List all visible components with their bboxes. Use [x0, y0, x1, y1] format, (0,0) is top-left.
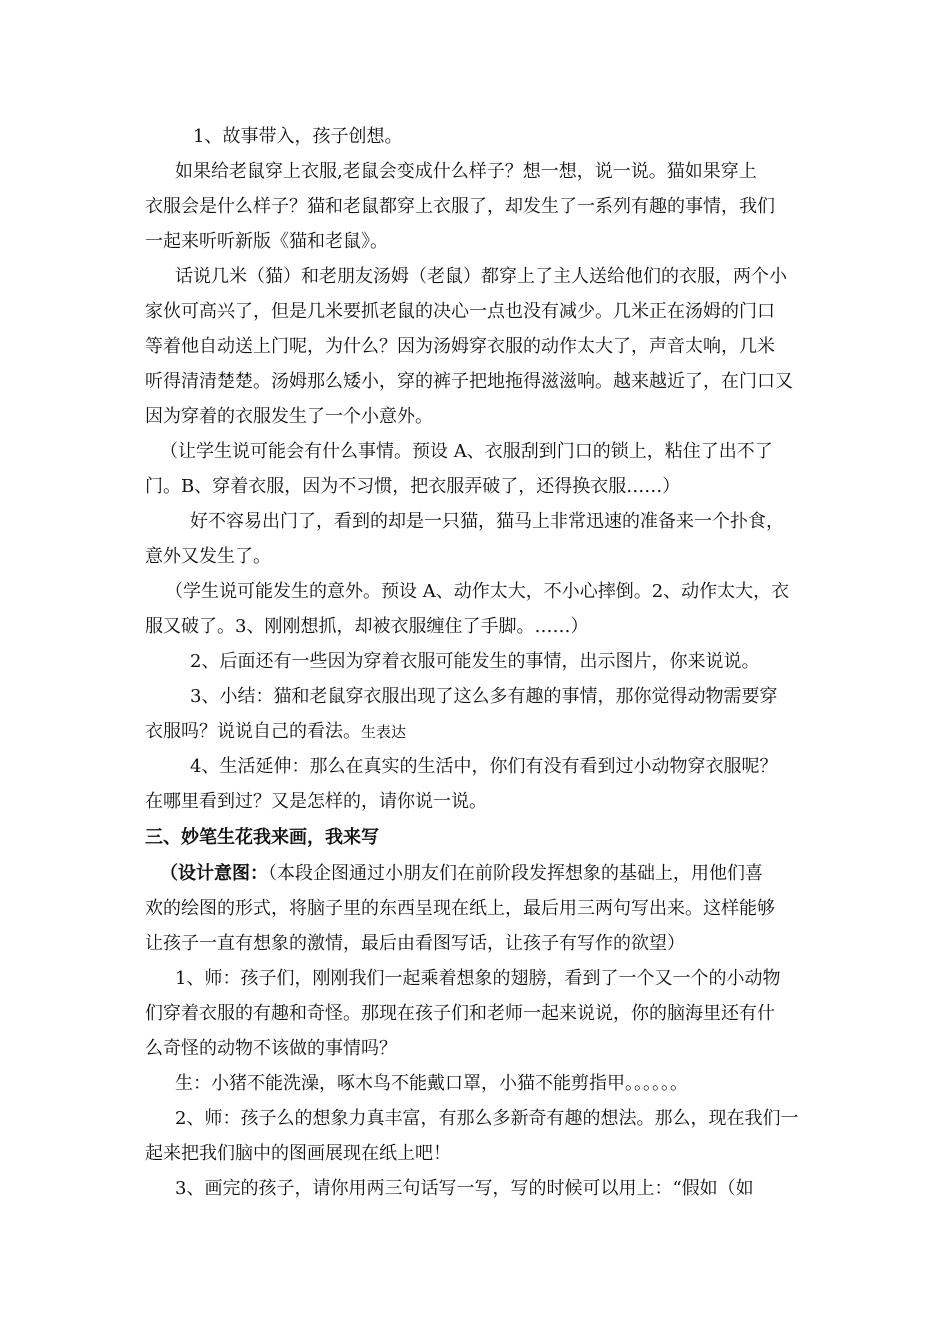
paragraph-line: 等着他自动送上门呢，为什么？因为汤姆穿衣服的动作太大了，声音太响，几米 [145, 336, 775, 357]
paragraph-line: 服又破了。3、刚刚想抓，却被衣服缠住了手脚。……） [145, 616, 589, 637]
section-item-3: 3、小结：猫和老鼠穿衣服出现了这么多有趣的事情，那你觉得动物需要穿 [190, 686, 778, 707]
paragraph-line: 让孩子一直有想象的激情，最后由看图写话，让孩子有写作的欲望） [145, 933, 685, 954]
paragraph-line: 在哪里看到过？又是怎样的，请你说一说。 [145, 791, 487, 812]
paragraph-line: 衣服会是什么样子？猫和老鼠都穿上衣服了，却发生了一系列有趣的事情，我们 [145, 196, 775, 217]
paragraph-line: 欢的绘图的形式，将脑子里的东西呈现在纸上，最后用三两句写出来。这样能够 [145, 898, 775, 919]
paragraph-line: 么奇怪的动物不该做的事情吗？ [145, 1038, 397, 1059]
paragraph-line [145, 721, 950, 743]
design-intent-label: （设计意图： [160, 863, 268, 884]
paragraph-line: 因为穿着的衣服发生了一个小意外。 [145, 406, 433, 427]
paragraph-line: （让学生说可能会有什么事情。预设 A、衣服刮到门口的锁上，粘住了出不了 [160, 441, 773, 462]
paragraph-line: 起来把我们脑中的图画展现在纸上吧！ [145, 1143, 451, 1164]
paragraph-text: 衣服吗？说说自己的看法。 [145, 721, 361, 742]
paragraph-line: 门。B、穿着衣服，因为不习惯，把衣服弄破了，还得换衣服……） [145, 476, 681, 497]
paragraph-line: 一起来听听新版《猫和老鼠》。 [145, 231, 388, 252]
paragraph-line: 如果给老鼠穿上衣服,老鼠会变成什么样子？想一想，说一说。猫如果穿上 [175, 161, 757, 182]
paragraph-line: 们穿着衣服的有趣和奇怪。那现在孩子们和老师一起来说说，你的脑海里还有什 [145, 1003, 775, 1024]
section-item-1: 1、故事带入，孩子创想。 [193, 126, 403, 147]
paragraph-line: 1、师：孩子们，刚刚我们一起乘着想象的翅膀，看到了一个又一个的小动物 [175, 968, 781, 989]
note-text: 生表达 [361, 723, 407, 741]
paragraph-line: 生：小猪不能洗澡，啄木鸟不能戴口罩，小猫不能剪指甲。。。。。。 [175, 1073, 688, 1094]
section-item-4: 4、生活延伸：那么在真实的生活中，你们有没有看到过小动物穿衣服呢？ [190, 756, 778, 777]
paragraph-line: （学生说可能发生的意外。预设 A、动作太大，不小心摔倒。2、动作太大，衣 [165, 581, 790, 602]
paragraph-line: 听得清清楚楚。汤姆那么矮小，穿的裤子把地拖得滋滋响。越来越近了，在门口又 [145, 371, 793, 392]
paragraph-line: 意外又发生了。 [145, 546, 271, 567]
paragraph-text: （本段企图通过小朋友们在前阶段发挥想象的基础上，用他们喜 [268, 863, 763, 884]
paragraph-line: 2、师：孩子么的想象力真丰富，有那么多新奇有趣的想法。那么，现在我们一 [175, 1108, 799, 1129]
paragraph-line: 3、画完的孩子，请你用两三句话写一写，写的时候可以用上：“假如（如 [175, 1178, 754, 1199]
paragraph-line: 好不容易出门了，看到的却是一只猫，猫马上非常迅速的准备来一个扑食， [190, 511, 784, 532]
section-heading: 三、妙笔生花我来画，我来写 [145, 827, 379, 848]
paragraph-line: 话说几米（猫）和老朋友汤姆（老鼠）都穿上了主人送给他们的衣服，两个小 [175, 266, 787, 287]
paragraph-line [160, 863, 950, 885]
section-item-2: 2、后面还有一些因为穿着衣服可能发生的事情，出示图片，你来说说。 [190, 651, 760, 672]
paragraph-line: 家伙可高兴了，但是几米要抓老鼠的决心一点也没有减少。几米正在汤姆的门口 [145, 301, 775, 322]
